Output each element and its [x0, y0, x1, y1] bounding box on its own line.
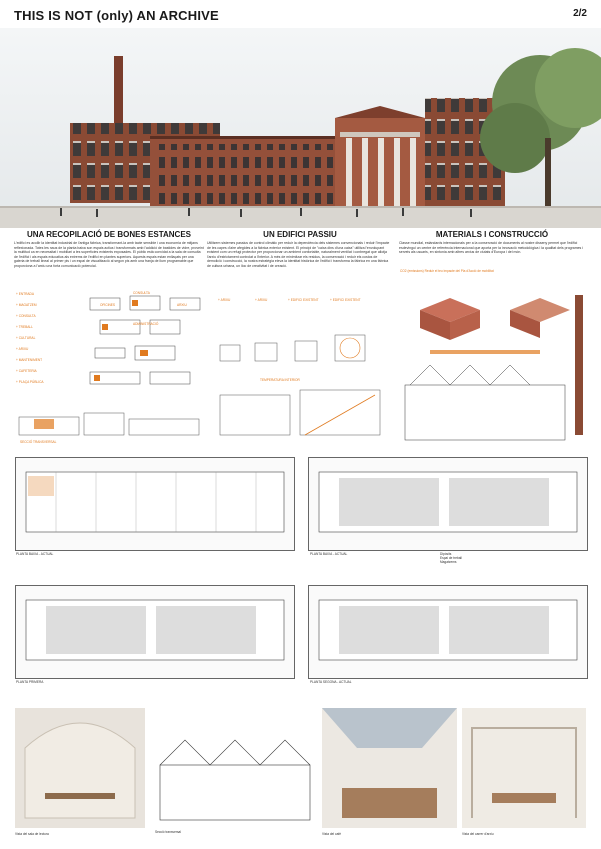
plan-legend [440, 552, 462, 564]
diagram-tag: OFICINES [100, 303, 116, 307]
section-text-2: Utilitzem sistemes passius de control climàtic per reduir la dependència dels sistemes convencionals i reduir l'impacte de les capes d'aire afegides a la fàbrica exterior existent. El principi de "caixa dins d'una caixa" utilitza l'envolupant existent com un refugi protector per proporcionar un ambient confortable, naturalment ventilat i conbregat que allotja l'arxiu d'estrictament controlat a l'interior. A més de minimitzar els residus, la conservació i reduir els costos de demolició i construcció, la nostra estratègia eleva la identitat històrica de l'edifici i transforma la fàbrica en una fàbrica de cultura urbana, un lloc de creativitat i de creació. [207, 241, 390, 268]
program-label: + MAGATZEM [16, 303, 37, 307]
passive-label: + ARXIU [218, 298, 231, 302]
passive-diagrams [215, 295, 395, 455]
cafe-render-image [322, 708, 457, 828]
section-title-2: UN EDIFICI PASSIU [263, 230, 337, 239]
diagram-tag: CONSULTA [133, 291, 150, 295]
passive-label: + EDIFICI EXISTENT [330, 298, 361, 302]
program-label: + MANTENIMENT [16, 358, 43, 362]
program-label: + PLAÇA PÚBLICA [16, 380, 44, 384]
program-label: + CULTURAL [16, 336, 36, 340]
plan-caption: PLANTA BAIXA - ACTUAL [16, 552, 54, 556]
photo-caption: Vista del sala de lectura [15, 832, 49, 836]
section-text-3: Classe mundial, estàndards internacionals per a la conservació de documents al nostre disseny permet que l'edifici esdevingui un centre de referència internacional que aporta per la innovació metodològica i la qualitat dels programes i serveis als usuaris, en sintonia amb altres arxius de ciutats d'Europa i del món. [399, 241, 584, 255]
floor-plan-2 [308, 457, 588, 551]
legend-item: Espai de treball [440, 556, 462, 560]
section-title-3: MATERIALS I CONSTRUCCIÓ [435, 230, 549, 239]
program-label: + CAFETERIA [16, 369, 37, 373]
passive-label: + EDIFICI EXISTENT [288, 298, 319, 302]
plan-caption: PLANTA SEGONA - ACTUAL [310, 680, 352, 684]
material-caption: CO2 (emissions) Reduir el teu impacte del Pla d'Acció de mobilitat [400, 269, 494, 273]
photo-caption: Secció transversal [155, 830, 182, 834]
section-caption: SECCIÓ TRANSVERSAL [20, 440, 57, 444]
photo-caption: Vista del carrer d'arxiu [462, 832, 494, 836]
section-elevation-drawing [14, 405, 204, 440]
legend-item: Magatzems [440, 560, 457, 564]
page-number: 2/2 [573, 8, 587, 19]
floor-plan-3 [15, 585, 295, 679]
passive-caption: TEMPERATURA INTERIOR [260, 378, 300, 382]
page-title: THIS IS NOT (only) AN ARCHIVE [14, 8, 219, 23]
program-label: + TREBALL [16, 325, 33, 329]
hero-rendering [0, 28, 601, 228]
passive-label: + ARXIU [255, 298, 268, 302]
program-label: + ARXIU [16, 347, 29, 351]
section-text-1: L'edifici es acollir la identitat industrial de l'antiga fàbrica, transformant-la amb tacte sensible i una economia de mitjans reflexionada. Totes les naus de la planta baixa son espais actius i transformats amb l'addició de bastides de vidre, proveint la multitud ca en necessitat i mobiliari a les superfícies existents exposades. El públic està convidat a la sala de consulta de l'edifici i als espais educatius als extrems de l'edifici en plantes superiors. Aquests espais estan enllaçats per una galeria de treball lineal al primer pis i un espai de visualització al segon pis amb una franja de llum programable que proporciona a l'arxiu una forta comunicació potencial. [14, 241, 204, 268]
floor-plan-4 [308, 585, 588, 679]
photo-caption: Vista del cafè [322, 832, 342, 836]
archive-street-render-image [462, 708, 586, 828]
section-title-1: UNA RECOPILACIÓ DE BONES ESTANCES [26, 230, 191, 239]
program-legend [16, 292, 76, 384]
plan-caption: PLANTA PRIMERA [16, 680, 44, 684]
diagram-tag: ADMINISTRACIÓ [133, 322, 159, 326]
plan-caption: PLANTA BAIXA - ACTUAL [310, 552, 348, 556]
program-label: + CONSULTA [16, 314, 36, 318]
diagram-tag: ARXIU [177, 303, 187, 307]
interior-reading-room-image [15, 708, 145, 828]
material-diagrams [400, 280, 595, 450]
floor-plan-1 [15, 457, 295, 551]
legend-item: Dipòsits [440, 552, 452, 556]
cross-section-drawing [155, 730, 315, 825]
program-label: + ENTRADA [16, 292, 34, 296]
